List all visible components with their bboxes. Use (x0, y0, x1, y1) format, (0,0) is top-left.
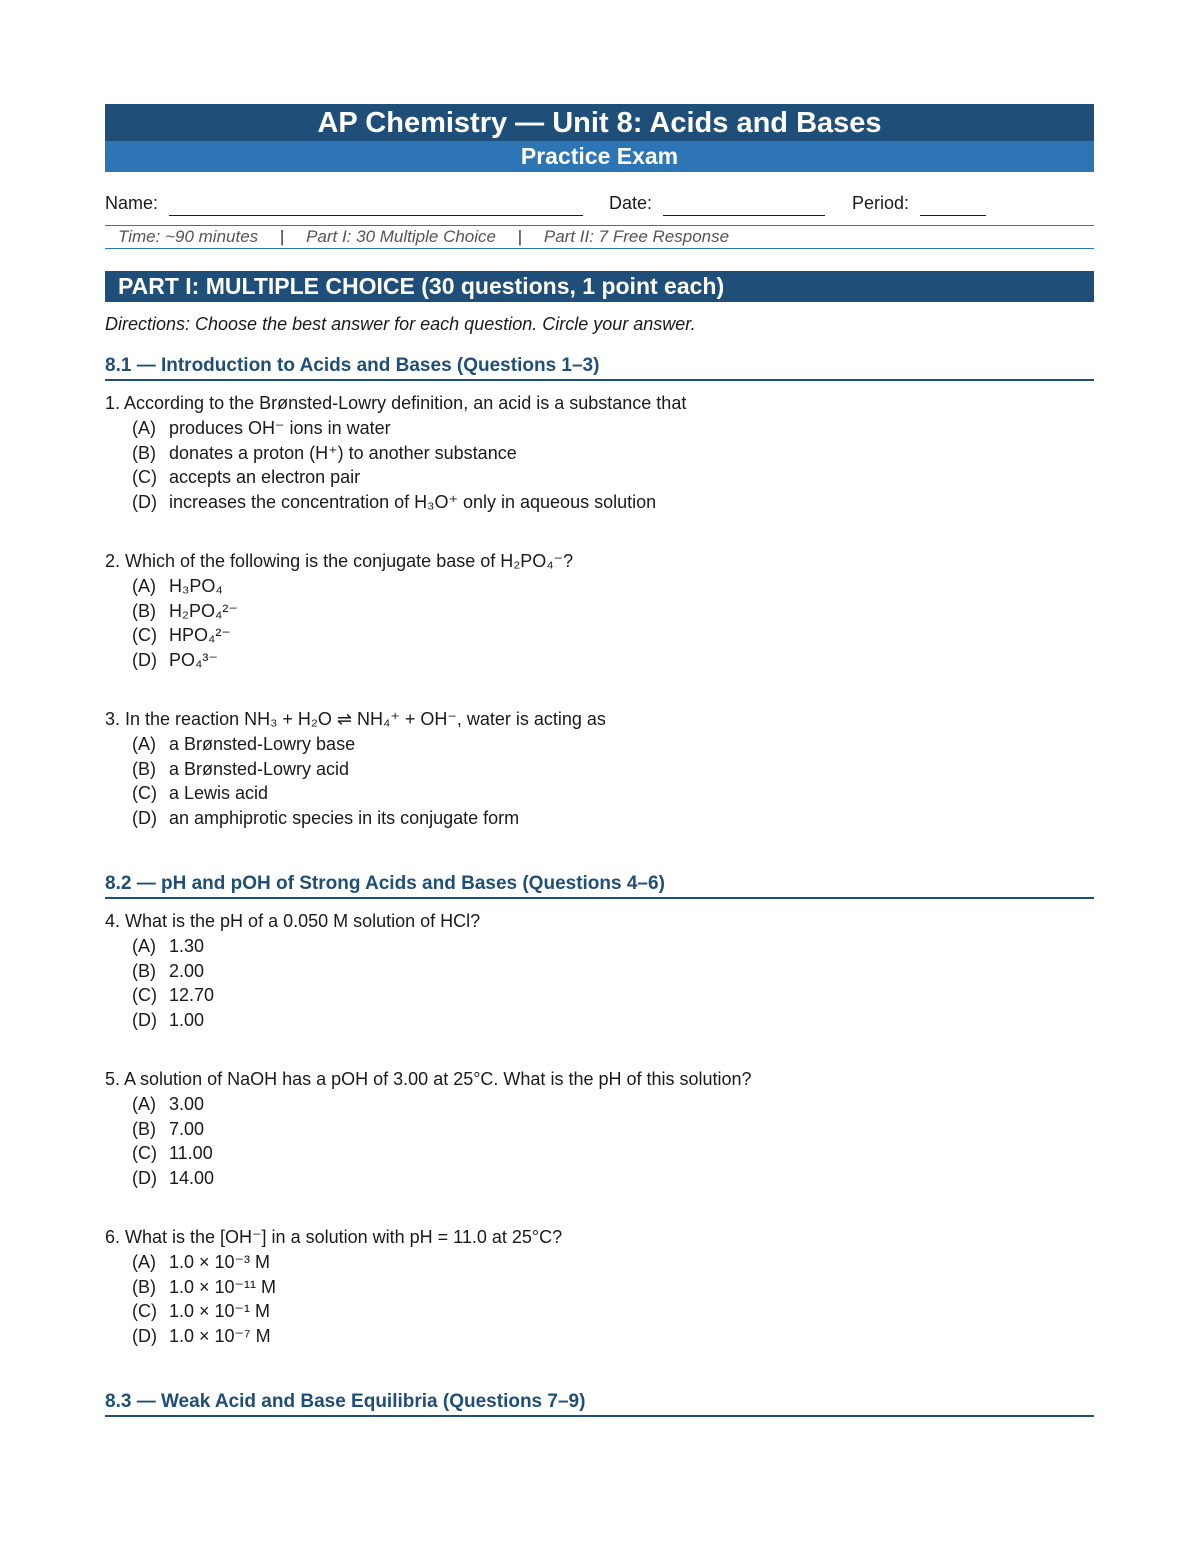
answer-choice[interactable] (105, 959, 1094, 984)
choice-letter: (B) (132, 442, 156, 463)
answer-choice[interactable] (105, 781, 1094, 806)
period-field[interactable] (920, 215, 986, 216)
answer-choice[interactable] (105, 490, 1094, 515)
choice-letter: (A) (132, 734, 156, 754)
answer-choice[interactable] (105, 983, 1094, 1008)
choice-letter: (D) (132, 1325, 157, 1346)
choice-letter: (D) (132, 649, 157, 670)
choice-letter: (D) (132, 807, 157, 828)
period-label: Period: (852, 193, 910, 213)
exam-page (105, 104, 1094, 1417)
choice-letter: (A) (132, 576, 156, 596)
part1-heading: PART I: MULTIPLE CHOICE (30 questions, 1 point each) (105, 271, 1094, 302)
choice-text: produces OH⁻ ions in water (169, 418, 391, 438)
answer-choice[interactable] (105, 623, 1094, 648)
choice-text: 14.00 (169, 1167, 215, 1188)
choice-text: 1.0 × 10⁻³ M (169, 1252, 271, 1272)
choice-letter: (A) (132, 1094, 156, 1114)
choice-text: 1.0 × 10⁻¹ M (169, 1301, 271, 1321)
choice-letter: (B) (132, 1118, 156, 1139)
choice-text: accepts an electron pair (169, 467, 361, 487)
question-stem: 2. Which of the following is the conjugate base of H₂PO₄⁻? (105, 551, 574, 571)
choice-letter: (D) (132, 1009, 157, 1030)
question (105, 1066, 1094, 1190)
choice-letter: (B) (132, 600, 156, 621)
choice-text: 1.0 × 10⁻¹¹ M (169, 1276, 277, 1297)
choice-text: a Brønsted-Lowry base (169, 734, 356, 754)
directions: Directions: Choose the best answer for each question. Circle your answer. (105, 314, 696, 334)
title-block (105, 104, 1094, 172)
section-heading: 8.3 — Weak Acid and Base Equilibria (Questions 7–9) (105, 1391, 1094, 1417)
answer-choice[interactable] (105, 757, 1094, 782)
name-label: Name: (105, 193, 159, 213)
date-label: Date: (609, 193, 653, 213)
answer-choice[interactable] (105, 1092, 1094, 1117)
answer-choice[interactable] (105, 1117, 1094, 1142)
choice-text: H₂PO₄²⁻ (169, 600, 238, 621)
meta-separator: | (279, 227, 285, 246)
choice-letter: (C) (132, 783, 157, 803)
answer-choice[interactable] (105, 1141, 1094, 1166)
choice-letter: (A) (132, 418, 156, 438)
answer-choice[interactable] (105, 1008, 1094, 1033)
choice-text: 1.00 (169, 1009, 205, 1030)
choice-text: 12.70 (169, 985, 215, 1005)
choice-text: 1.30 (169, 936, 205, 956)
answer-choice[interactable] (105, 732, 1094, 757)
question-stem: 5. A solution of NaOH has a pOH of 3.00 at 25°C. What is the pH of this solution? (105, 1069, 752, 1089)
student-info-row (105, 191, 1094, 221)
choice-text: HPO₄²⁻ (169, 625, 231, 645)
choice-text: an amphiprotic species in its conjugate form (169, 807, 520, 828)
choice-letter: (C) (132, 625, 157, 645)
choice-letter: (B) (132, 960, 156, 981)
choice-text: H₃PO₄ (169, 576, 223, 596)
exam-title: AP Chemistry — Unit 8: Acids and Bases (105, 104, 1094, 141)
question-stem: 4. What is the pH of a 0.050 M solution of HCl? (105, 911, 481, 931)
choice-letter: (B) (132, 1276, 156, 1297)
choice-text: 2.00 (169, 960, 205, 981)
choice-text: 3.00 (169, 1094, 205, 1114)
choice-letter: (D) (132, 491, 157, 512)
answer-choice[interactable] (105, 934, 1094, 959)
answer-choice[interactable] (105, 599, 1094, 624)
choice-text: 7.00 (169, 1118, 205, 1139)
question-stem: 1. According to the Brønsted-Lowry definition, an acid is a substance that (105, 393, 687, 413)
answer-choice[interactable] (105, 416, 1094, 441)
choice-letter: (A) (132, 936, 156, 956)
question (105, 706, 1094, 830)
time-info: Time: ~90 minutes (118, 227, 259, 246)
exam-meta-row (105, 225, 1094, 249)
answer-choice[interactable] (105, 574, 1094, 599)
choice-text: increases the concentration of H₃O⁺ only in aqueous solution (169, 491, 657, 512)
answer-choice[interactable] (105, 441, 1094, 466)
answer-choice[interactable] (105, 1324, 1094, 1349)
answer-choice[interactable] (105, 1250, 1094, 1275)
part1-info: Part I: 30 Multiple Choice (306, 227, 496, 246)
meta-separator: | (517, 227, 523, 246)
choice-text: 11.00 (169, 1143, 213, 1163)
choice-letter: (A) (132, 1252, 156, 1272)
answer-choice[interactable] (105, 465, 1094, 490)
answer-choice[interactable] (105, 648, 1094, 673)
section-heading: 8.2 — pH and pOH of Strong Acids and Bases (Questions 4–6) (105, 873, 1094, 899)
question (105, 1224, 1094, 1348)
choice-letter: (C) (132, 985, 157, 1005)
answer-choice[interactable] (105, 1275, 1094, 1300)
exam-subtitle: Practice Exam (105, 141, 1094, 172)
name-field[interactable] (169, 215, 583, 216)
choice-text: 1.0 × 10⁻⁷ M (169, 1325, 271, 1346)
answer-choice[interactable] (105, 1166, 1094, 1191)
section-heading: 8.1 — Introduction to Acids and Bases (Questions 1–3) (105, 355, 1094, 381)
answer-choice[interactable] (105, 806, 1094, 831)
choice-text: PO₄³⁻ (169, 649, 218, 670)
choice-letter: (C) (132, 467, 157, 487)
choice-letter: (C) (132, 1301, 157, 1321)
choice-text: a Lewis acid (169, 783, 269, 803)
choice-letter: (C) (132, 1143, 157, 1163)
choice-letter: (D) (132, 1167, 157, 1188)
question (105, 908, 1094, 1032)
answer-choice[interactable] (105, 1299, 1094, 1324)
question (105, 390, 1094, 514)
choice-text: a Brønsted-Lowry acid (169, 758, 350, 779)
part2-info: Part II: 7 Free Response (543, 227, 730, 246)
question-stem: 3. In the reaction NH₃ + H₂O ⇌ NH₄⁺ + OH⁻, water is acting as (105, 709, 606, 729)
choice-text: donates a proton (H⁺) to another substance (169, 442, 517, 463)
question-stem: 6. What is the [OH⁻] in a solution with pH = 11.0 at 25°C? (105, 1227, 563, 1247)
date-field[interactable] (663, 215, 825, 216)
question (105, 548, 1094, 672)
choice-letter: (B) (132, 758, 156, 779)
